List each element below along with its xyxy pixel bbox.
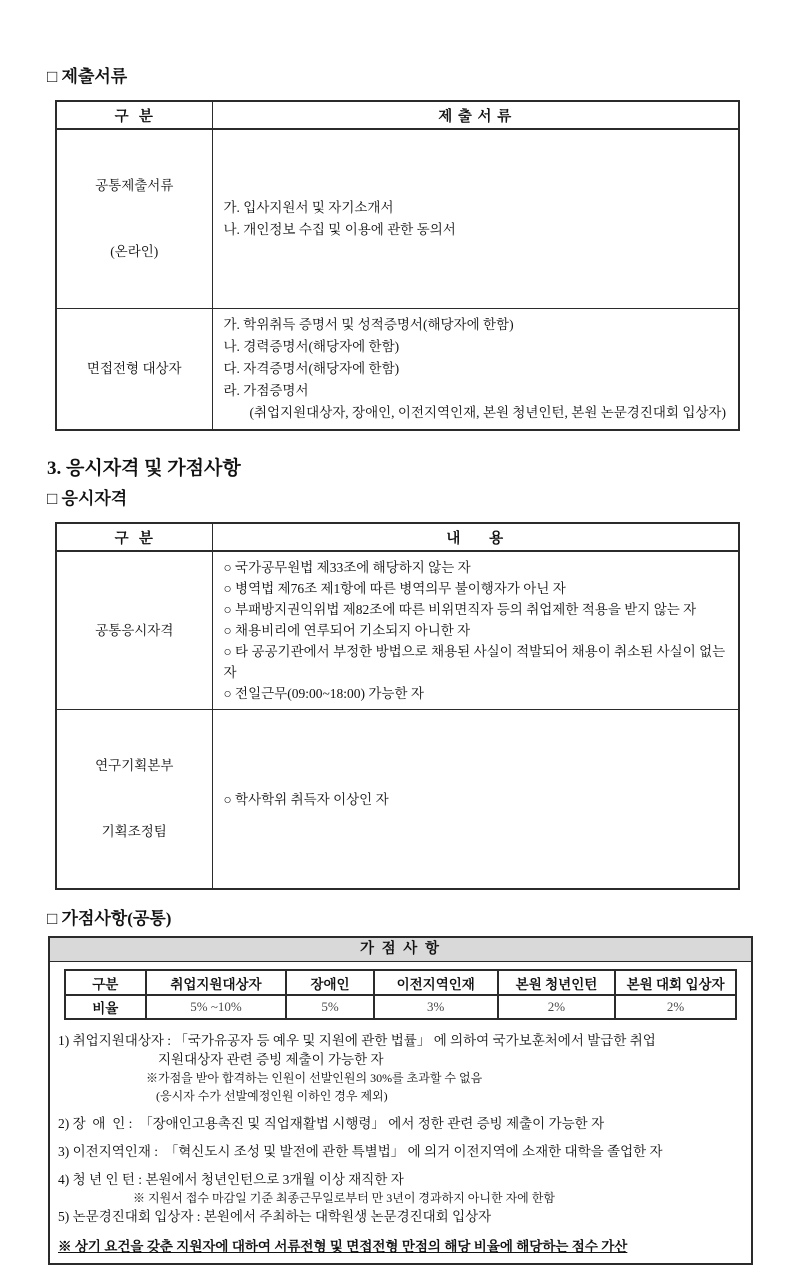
bonus-ratio-local-talent: 3%: [374, 995, 498, 1019]
eligibility-item: ○ 채용비리에 연루되어 기소되지 아니한 자: [223, 623, 471, 638]
table-row-common-eligibility: [56, 551, 739, 710]
spacer: [58, 1105, 743, 1114]
col-header-category: 구 분: [56, 101, 212, 129]
doc-item: 가. 학위취득 증명서 및 성적증명서(해당자에 한함): [223, 317, 514, 332]
doc-item: 나. 경력증명서(해당자에 한함): [223, 339, 400, 354]
bonus-ratio-contest-winner: 2%: [615, 995, 736, 1019]
cell-interview-items: [212, 309, 739, 431]
table-row-common-docs: [56, 129, 739, 309]
bonus-table-title: 가 점 사 항: [50, 938, 751, 962]
table-row-team-eligibility: [56, 710, 739, 890]
cell-team-category: [56, 710, 212, 890]
col-header-documents: 제 출 서 류: [212, 101, 739, 129]
eligibility-item: ○ 병역법 제76조 제1항에 따른 병역의무 불이행자가 아닌 자: [223, 581, 566, 596]
section-title-submission-docs: □ 제출서류: [47, 67, 128, 86]
section-heading-qualifications: 3. 응시자격 및 가점사항: [47, 458, 241, 479]
spacer: [58, 1133, 743, 1142]
category-line: 면접전형 대상자: [86, 361, 182, 376]
eligibility-item: ○ 학사학위 취득자 이상인 자: [223, 791, 389, 807]
doc-item: 다. 자격증명서(해당자에 한함): [223, 361, 400, 376]
section-title-bonus: □ 가점사항(공통): [47, 909, 172, 928]
bonus-notes: [50, 1023, 751, 1226]
category-line: 공통제출서류: [95, 178, 174, 193]
cell-common-docs-items: [212, 129, 739, 309]
cell-common-eligibility-category: [56, 551, 212, 710]
note-3: 3) 이전지역인재 : 「혁신도시 조성 및 발전에 관한 특별법」 에 의거 이전지역에 소재한 대학을 졸업한 자: [58, 1144, 663, 1159]
bonus-col-category: 구분: [65, 970, 146, 995]
col-header-content: 내 용: [212, 523, 739, 551]
note-1-line-1: 1) 취업지원대상자 : 「국가유공자 등 예우 및 지원에 관한 법률」 에 의하여 국가보훈처에서 발급한 취업: [58, 1033, 656, 1048]
cell-common-docs-category: [56, 129, 212, 309]
bonus-ratio-label: 비율: [65, 995, 146, 1019]
eligibility-table: [55, 522, 740, 890]
submission-docs-table: [55, 100, 740, 431]
section-title-eligibility: □ 응시자격: [47, 489, 128, 508]
bonus-col-intern: 본원 청년인턴: [498, 970, 615, 995]
table-header-row: [56, 523, 739, 551]
bonus-header-row: [65, 970, 736, 995]
eligibility-item: ○ 부패방지권익위법 제82조에 따른 비위면직자 등의 취업제한 적용을 받지 않는 자: [223, 602, 697, 617]
doc-item-note: (취업지원대상자, 장애인, 이전지역인재, 본원 청년인턴, 본원 논문경진대회 입상자): [249, 405, 726, 420]
note-1-subnote-2: (응시자 수가 선발예정인원 이하인 경우 제외): [156, 1089, 388, 1103]
bonus-col-contest-winner: 본원 대회 입상자: [615, 970, 736, 995]
bonus-points-box: [48, 936, 753, 1265]
note-2: 2) 장 애 인 : 「장애인고용촉진 및 직업재활법 시행령」 에서 정한 관련 증빙 제출이 가능한 자: [58, 1116, 605, 1131]
col-header-category: 구 분: [56, 523, 212, 551]
category-line: 공통응시자격: [95, 622, 174, 638]
eligibility-item: ○ 타 공공기관에서 부정한 방법으로 채용된 사실이 적발되어 채용이 취소된 사실이 없는 자: [223, 644, 729, 680]
note-1-subnote-1: ※가점을 받아 합격하는 인원이 선발인원의 30%를 초과할 수 없음: [146, 1071, 483, 1085]
category-line: 연구기획본부: [95, 758, 174, 773]
bonus-final-note: ※ 상기 요건을 갖춘 지원자에 대하여 서류전형 및 면접전형 만점의 해당 비율에 해당하는 점수 가산: [58, 1239, 628, 1254]
table-row-interview-docs: [56, 309, 739, 431]
bonus-rates-table: [64, 969, 737, 1020]
bonus-ratio-intern: 2%: [498, 995, 615, 1019]
cell-team-items: [212, 710, 739, 890]
doc-item: 라. 가점증명서: [223, 383, 309, 398]
bonus-col-veteran: 취업지원대상자: [146, 970, 287, 995]
bonus-ratio-disabled: 5%: [286, 995, 373, 1019]
doc-item: 나. 개인정보 수집 및 이용에 관한 동의서: [223, 222, 456, 237]
category-line: 기획조정팀: [101, 824, 167, 839]
bonus-ratio-row: [65, 995, 736, 1019]
note-4: 4) 청 년 인 턴 : 본원에서 청년인턴으로 3개월 이상 재직한 자: [58, 1172, 404, 1187]
eligibility-item: ○ 전일근무(09:00~18:00) 가능한 자: [223, 686, 424, 701]
note-4-subnote: ※ 지원서 접수 마감일 기준 최종근무일로부터 만 3년이 경과하지 아니한 자에 한함: [133, 1191, 555, 1205]
cell-interview-category: [56, 309, 212, 431]
spacer: [58, 1161, 743, 1170]
bonus-ratio-veteran: 5% ~10%: [146, 995, 287, 1019]
bonus-col-local-talent: 이전지역인재: [374, 970, 498, 995]
doc-item: 가. 입사지원서 및 자기소개서: [223, 200, 394, 215]
category-line: (온라인): [110, 244, 159, 259]
cell-common-eligibility-items: [212, 551, 739, 710]
bonus-col-disabled: 장애인: [286, 970, 373, 995]
table-header-row: [56, 101, 739, 129]
note-1-line-2: 지원대상자 관련 증빙 제출이 가능한 자: [158, 1052, 384, 1067]
note-5: 5) 논문경진대회 입상자 : 본원에서 주최하는 대학원생 논문경진대회 입상자: [58, 1209, 492, 1224]
eligibility-item: ○ 국가공무원법 제33조에 해당하지 않는 자: [223, 560, 471, 575]
